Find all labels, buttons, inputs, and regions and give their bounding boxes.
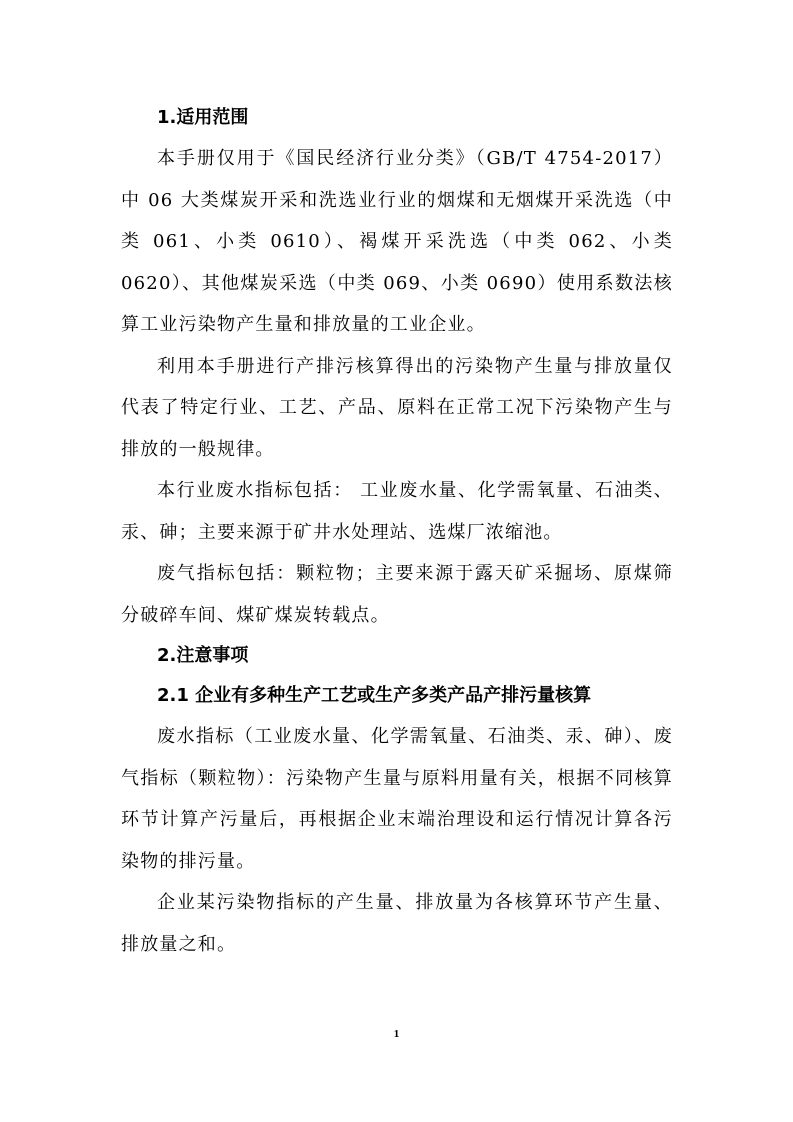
subsection-heading-multi-process: 2.1 企业有多种生产工艺或生产多类产品产排污量核算 bbox=[157, 685, 592, 706]
section-heading-scope: 1.适用范围 bbox=[157, 107, 249, 128]
section-heading-notes: 2.注意事项 bbox=[157, 645, 249, 666]
page-number: 1 bbox=[393, 1028, 400, 1040]
paragraph-notes-indicators: 废水指标（工业废水量、化学需氧量、石油类、汞、砷）、废气指标（颗粒物）：污染物产生量与原料用量有关，根据不同核算环节计算产污量后，再根据企业末端治理设和运行情况计算各污染物的排污量。 bbox=[121, 726, 673, 872]
paragraph-notes-sum: 企业某污染物指标的产生量、排放量为各核算环节产生量、排放量之和。 bbox=[121, 892, 673, 955]
document-body bbox=[121, 98, 673, 965]
paragraph-scope-wastewater: 本行业废水指标包括： 工业废水量、化学需氧量、石油类、汞、砷；主要来源于矿井水处理站、选煤厂浓缩池。 bbox=[121, 480, 673, 543]
paragraph-scope-exhaust: 废气指标包括：颗粒物；主要来源于露天矿采掘场、原煤筛分破碎车间、煤矿煤炭转载点。 bbox=[121, 563, 673, 626]
paragraph-scope-applicability: 本手册仅用于《国民经济行业分类》（GB/T 4754-2017）中 06 大类煤炭开采和洗选业行业的烟煤和无烟煤开采洗选（中类 061、小类 0610）、褐煤开采洗选（中类 062、小类 0620）、其他煤炭采选（中类 069、小类 0690）使用系数法核算工业污染物产生量和排放量的工业企业。 bbox=[121, 148, 673, 335]
paragraph-scope-results: 利用本手册进行产排污核算得出的污染物产生量与排放量仅代表了特定行业、工艺、产品、原料在正常工况下污染物产生与排放的一般规律。 bbox=[121, 355, 673, 460]
